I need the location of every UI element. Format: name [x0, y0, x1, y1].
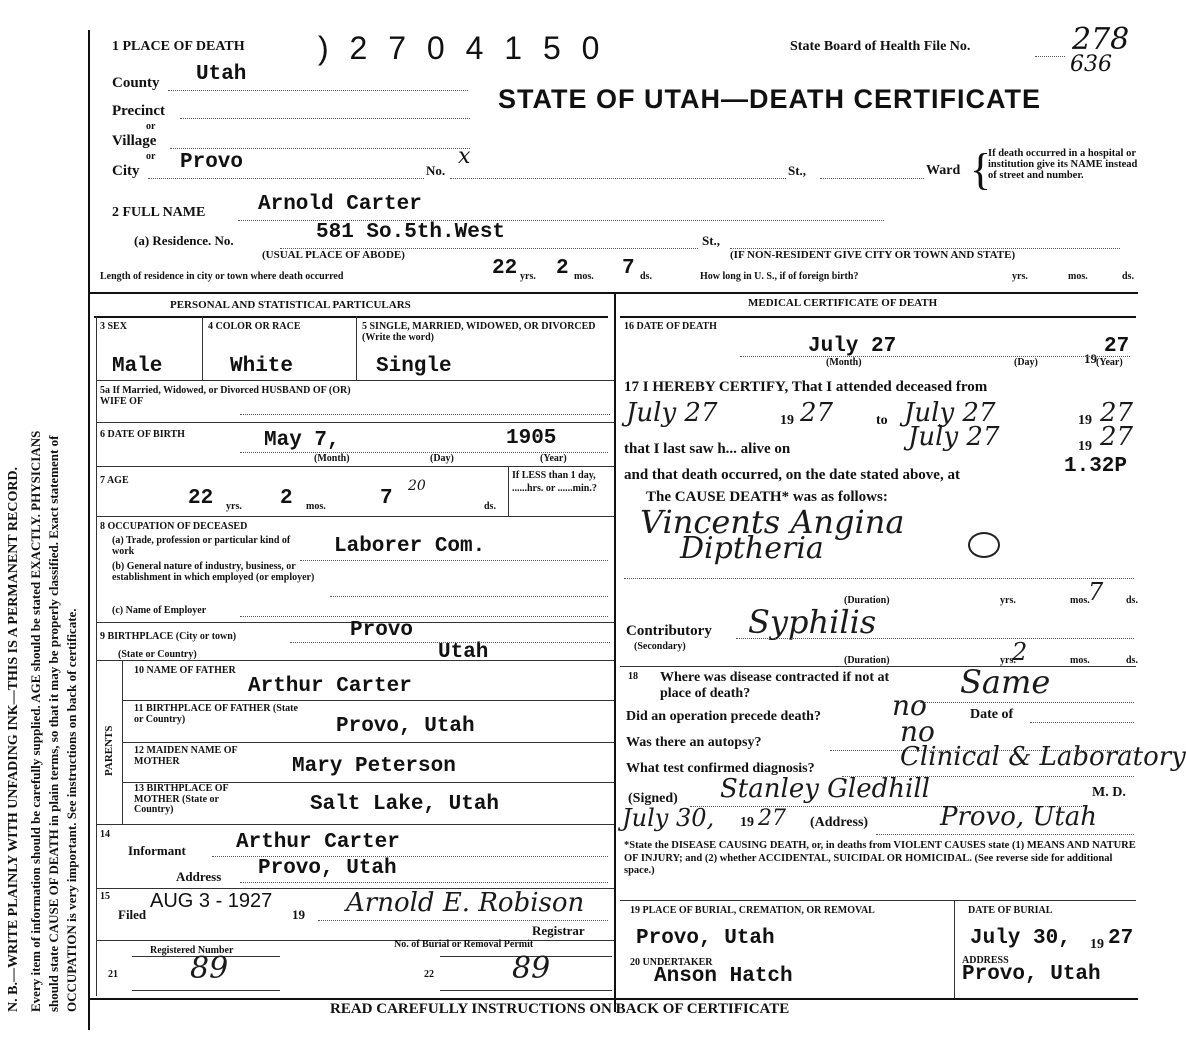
burial-permit-number: 89: [512, 951, 551, 986]
street-no-mark: x: [458, 144, 471, 169]
parents-label: PARENTS: [103, 725, 115, 776]
certificate-number: ) 2 7 0 4 1 5 0: [318, 30, 606, 66]
city-value: Provo: [180, 151, 244, 174]
where-contracted-value: Same: [960, 663, 1051, 701]
father-label: 10 NAME OF FATHER: [134, 665, 236, 676]
marital-value: Single: [376, 355, 452, 378]
precinct-label: Precinct: [112, 103, 166, 119]
dob-year: 1905: [506, 427, 557, 450]
undertaker-address-label: ADDRESS: [962, 955, 1009, 966]
contributory-value: Syphilis: [748, 603, 877, 641]
full-name-label: 2 FULL NAME: [112, 205, 206, 220]
trade-label: (a) Trade, profession or particular kind of work: [112, 535, 291, 557]
color-label: 4 COLOR OR RACE: [208, 321, 301, 332]
registered-number: 89: [190, 951, 229, 986]
age-label: 7 AGE: [100, 475, 129, 486]
residence-st-label: St.,: [702, 233, 721, 248]
attended-to-date: July 27: [904, 398, 996, 428]
length-mos: 2: [556, 257, 569, 280]
contributory-label: Contributory: [626, 623, 712, 639]
length-residence-label: Length of residence in city or town where death occurred: [100, 271, 344, 282]
foreign-birth-label: How long in U. S., if of foreign birth?: [700, 271, 859, 282]
file-no-label: State Board of Health File No.: [790, 39, 971, 54]
age-ds: 7: [380, 487, 393, 510]
where-contracted-label: Where was disease contracted if not at place of death?: [660, 670, 890, 702]
sidebar-instructions-3: OCCUPATION is very important. See instructions on back of certificate.: [64, 608, 79, 1012]
last-saw-date: July 27: [908, 422, 1000, 452]
burial-place-value: Provo, Utah: [636, 927, 775, 950]
usual-place-caption: (USUAL PLACE OF ABODE): [262, 249, 405, 261]
signed-date: July 30,: [622, 804, 715, 832]
time-of-death: 1.32P: [1064, 455, 1128, 478]
last-saw-year: 27: [1100, 422, 1134, 452]
personal-section-title: PERSONAL AND STATISTICAL PARTICULARS: [170, 299, 411, 311]
color-value: White: [230, 355, 294, 378]
attended-from-year: 27: [800, 398, 834, 428]
registrar-label: Registrar: [532, 923, 585, 938]
spouse-label: 5a If Married, Widowed, or Divorced HUSBAND OF (OR) WIFE OF: [100, 385, 351, 407]
test-confirmed-value: Clinical & Laboratory: [900, 742, 1186, 772]
dob-label: 6 DATE OF BIRTH: [100, 429, 185, 440]
place-of-death-label: 1 PLACE OF DEATH: [112, 39, 245, 54]
date-of-death-year: 27: [1104, 335, 1130, 358]
death-certificate-page: N. B.—WRITE PLAINLY WITH UNFADING INK—THIS IS A PERMANENT RECORD. Every item of information should be carefully supplied. AGE should be stated EXACTLY. PHYSICIANS should state CAUSE OF DEATH in plain terms, so that it may be properly classified. Exact statement of OCCUPATION is very important. See instructions on back of certificate. 1 PLACE OF DEATH ) 2 7 0 4 1 5 0 State Board of Health File No. 278 636 STATE OF UTAH—DEATH CERTIFICATE County Utah Precinct or Village or City Provo No. x St., Ward { If death occurred in a hospital or institution give its NAME instead of street and number. 2 FULL NAME Arnold Carter (a) Residence. No. 581 So.5th.West St., (USUAL PLACE OF ABODE) (IF NON-RESIDENT GIVE CITY OR TOWN AND STATE) Length of residence in city or town where death occurred 22 yrs. 2 mos. 7 ds. How long in U. S., if of foreign birth? yrs. mos. ds. PERSONAL AND STATISTICAL PARTICULARS MEDICAL CERTIFICATE OF DEATH 3 SEX Male 4 COLOR OR RACE White 5 SINGLE, MARRIED, WIDOWED, OR DIVORCED (Write the word) Single 5a If Married, Widowed, or Divorced HUSBAND OF (OR) WIFE OF 6 DATE OF BIRTH May 7, 1905 (Month) (Day) (Year) 7 AGE 22 yrs. 2 mos. 7 20 ds. If LESS than 1 day, ......hrs. or ......min.? 8 OCCUPATION OF DECEASED (a) Trade, profession or particular kind of work Laborer Com. (b) General nature of industry, business, or establishment in which employed (or employer) (c) Name of Employer 9 BIRTHPLACE (City or town) Provo (State or Country) Utah PARENTS 10 NAME OF FATHER Arthur Carter 11 BIRTHPLACE OF FATHER (State or Country) Provo, Utah 12 MAIDEN NAME OF MOTHER Mary Peterson 13 BIRTHPLACE OF MOTHER (State or Country) Salt Lake, Utah 14 Informant Arthur Carter Address Provo, Utah 15 Filed AUG 3 - 1927 19 Arnold E. Robison Registrar Registered Number No. of Burial or Removal Permit 21 89 22 89 16 DATE OF DEATH July 27 19 27 (Month) (Day) (Year) 17 I HEREBY CERTIFY, That I attended deceased from July 27 19 27 to July 27 19 27 that I last saw h... alive on July 27 19 27 and that death occurred, on the date stated above, at 1.32P The CAUSE DEATH* was as follows: Vincents Angina Diptheria (Duration) yrs. mos. 7 ds. Contributory (Secondary) Syphilis (Duration) yrs. mos. 2 ds. 18 Where was disease contracted if not at place of death? Same Did an operation precede death? no Date of Was there an autopsy? no What test confirmed diagnosis? Clinical & Laboratory (Signed) Stanley Gledhill M. D. July 30, 19 27 (Address) Provo, Utah *State the DISEASE CAUSING DEATH, or, in deaths from VIOLENT CAUSES state (1) MEANS AND NATURE OF INJURY; and (2) whether ACCIDENTAL, SUICIDAL OR HOMICIDAL. (See reverse side for additional space.) 19 PLACE OF BURIAL, CREMATION, OR REMOVAL Provo, Utah DATE OF BURIAL July 30, 19 27 20 UNDERTAKER Anson Hatch ADDRESS Provo, Utah READ CAREFULLY INSTRUCTIONS ON BACK OF CERTIFICATE: [0, 0, 1186, 1040]
cause-1: Vincents Angina: [640, 503, 905, 541]
medical-section-title: MEDICAL CERTIFICATE OF DEATH: [748, 297, 938, 309]
non-resident-caption: (IF NON-RESIDENT GIVE CITY OR TOWN AND STATE): [730, 249, 1016, 261]
dob-month-day: May 7,: [264, 429, 340, 452]
residence-label: (a) Residence. No.: [134, 233, 234, 248]
length-ds: 7: [622, 257, 635, 280]
file-no-value-2: 636: [1070, 52, 1112, 77]
read-carefully-footer: READ CAREFULLY INSTRUCTIONS ON BACK OF CERTIFICATE: [330, 1001, 790, 1017]
sex-value: Male: [112, 355, 163, 378]
cause-2: Diptheria: [680, 531, 824, 566]
or-label-1: or: [146, 121, 156, 132]
informant-address-value: Provo, Utah: [258, 857, 397, 880]
or-label-2: or: [146, 151, 156, 162]
hospital-note: If death occurred in a hospital or institution give its NAME instead of street and number.: [988, 148, 1138, 182]
street-no-label: No.: [426, 163, 446, 178]
trade-value: Laborer Com.: [334, 535, 486, 558]
physician-signature: Stanley Gledhill: [720, 774, 930, 804]
certificate-title: STATE OF UTAH—DEATH CERTIFICATE: [498, 84, 1041, 114]
circled-mark: [968, 532, 1000, 558]
mother-birthplace-value: Salt Lake, Utah: [310, 793, 500, 816]
state-disease-note: *State the DISEASE CAUSING DEATH, or, in deaths from VIOLENT CAUSES state (1) MEANS AND NATURE OF INJURY; and (2) whether ACCIDENTAL, SUICIDAL OR HOMICIDAL. (See reverse side for additional space.): [624, 840, 1136, 877]
informant-value: Arthur Carter: [236, 831, 400, 854]
st-label: St.,: [788, 163, 807, 178]
sex-label: 3 SEX: [100, 321, 127, 332]
birthplace-city: Provo: [350, 619, 414, 642]
attended-to-year: 27: [1100, 398, 1134, 428]
less-than-day-label: If LESS than 1 day, ......hrs. or ......min.?: [512, 470, 597, 494]
undertaker-label: 20 UNDERTAKER: [630, 957, 713, 968]
city-label: City: [112, 163, 140, 179]
duration2-mos: 2: [1012, 638, 1028, 666]
duration-mos: 7: [1088, 578, 1104, 606]
cause-label: The CAUSE DEATH* was as follows:: [646, 489, 888, 505]
date-of-death-month-day: July 27: [808, 335, 897, 358]
attended-from-date: July 27: [626, 398, 718, 428]
undertaker-value: Anson Hatch: [654, 965, 793, 988]
death-occurred-label: and that death occurred, on the date stated above, at: [624, 467, 960, 483]
burial-permit-label: No. of Burial or Removal Permit: [394, 939, 534, 950]
filed-stamp: AUG 3 - 1927: [150, 890, 273, 912]
burial-date-value: July 30,: [970, 927, 1071, 950]
signed-year: 27: [758, 806, 786, 831]
sidebar-instructions-1: Every item of information should be carefully supplied. AGE should be stated EXACTLY. PHYSICIANS: [28, 430, 43, 1012]
last-saw-label: that I last saw h... alive on: [624, 441, 791, 457]
informant-label: Informant: [128, 843, 186, 858]
undertaker-address-value: Provo, Utah: [962, 963, 1101, 986]
father-value: Arthur Carter: [248, 675, 412, 698]
father-birthplace-value: Provo, Utah: [336, 715, 475, 738]
operation-label: Did an operation precede death?: [626, 709, 821, 724]
certify-text: 17 I HEREBY CERTIFY, That I attended deceased from: [624, 379, 988, 395]
county-value: Utah: [196, 63, 247, 86]
county-label: County: [112, 75, 160, 91]
date-of-death-label: 16 DATE OF DEATH: [624, 321, 717, 332]
birthplace-state: Utah: [438, 641, 489, 664]
age-note: 20: [408, 478, 426, 494]
informant-address-label: Address: [176, 869, 222, 884]
mother-value: Mary Peterson: [292, 755, 456, 778]
employer-label: (c) Name of Employer: [112, 605, 207, 616]
filed-label: Filed: [118, 907, 147, 922]
burial-date-label: DATE OF BURIAL: [968, 905, 1053, 916]
burial-date-year: 27: [1108, 927, 1134, 950]
occupation-label: 8 OCCUPATION OF DECEASED: [100, 521, 248, 532]
registrar-signature: Arnold E. Robison: [346, 888, 585, 918]
file-no-value-1: 278: [1072, 22, 1130, 57]
ward-label: Ward: [926, 163, 961, 178]
autopsy-value: no: [900, 715, 935, 748]
physician-address: Provo, Utah: [940, 802, 1098, 832]
age-mos: 2: [280, 487, 293, 510]
village-label: Village: [112, 133, 157, 149]
sidebar-warning: N. B.—WRITE PLAINLY WITH UNFADING INK—THIS IS A PERMANENT RECORD.: [6, 466, 21, 1012]
birthplace-label: 9 BIRTHPLACE (City or town): [100, 631, 237, 642]
burial-place-label: 19 PLACE OF BURIAL, CREMATION, OR REMOVAL: [630, 905, 875, 916]
residence-value: 581 So.5th.West: [316, 221, 506, 244]
operation-value: no: [892, 689, 927, 722]
test-confirmed-label: What test confirmed diagnosis?: [626, 761, 815, 776]
length-yrs: 22: [492, 257, 518, 280]
registered-number-label: Registered Number: [150, 945, 234, 956]
sidebar-instructions-2: should state CAUSE OF DEATH in plain terms, so that it may be properly classified. Exact statement of: [46, 435, 61, 1012]
industry-label: (b) General nature of industry, business, or establishment in which employed (or employer): [112, 561, 315, 583]
mother-birthplace-label: 13 BIRTHPLACE OF MOTHER (State or Country): [134, 783, 229, 815]
full-name-value: Arnold Carter: [258, 193, 422, 216]
father-birthplace-label: 11 BIRTHPLACE OF FATHER (State or Country): [134, 703, 298, 725]
mother-label: 12 MAIDEN NAME OF MOTHER: [134, 745, 238, 767]
autopsy-label: Was there an autopsy?: [626, 735, 762, 750]
marital-label: 5 SINGLE, MARRIED, WIDOWED, OR DIVORCED (Write the word): [362, 321, 596, 343]
age-yrs: 22: [188, 487, 214, 510]
